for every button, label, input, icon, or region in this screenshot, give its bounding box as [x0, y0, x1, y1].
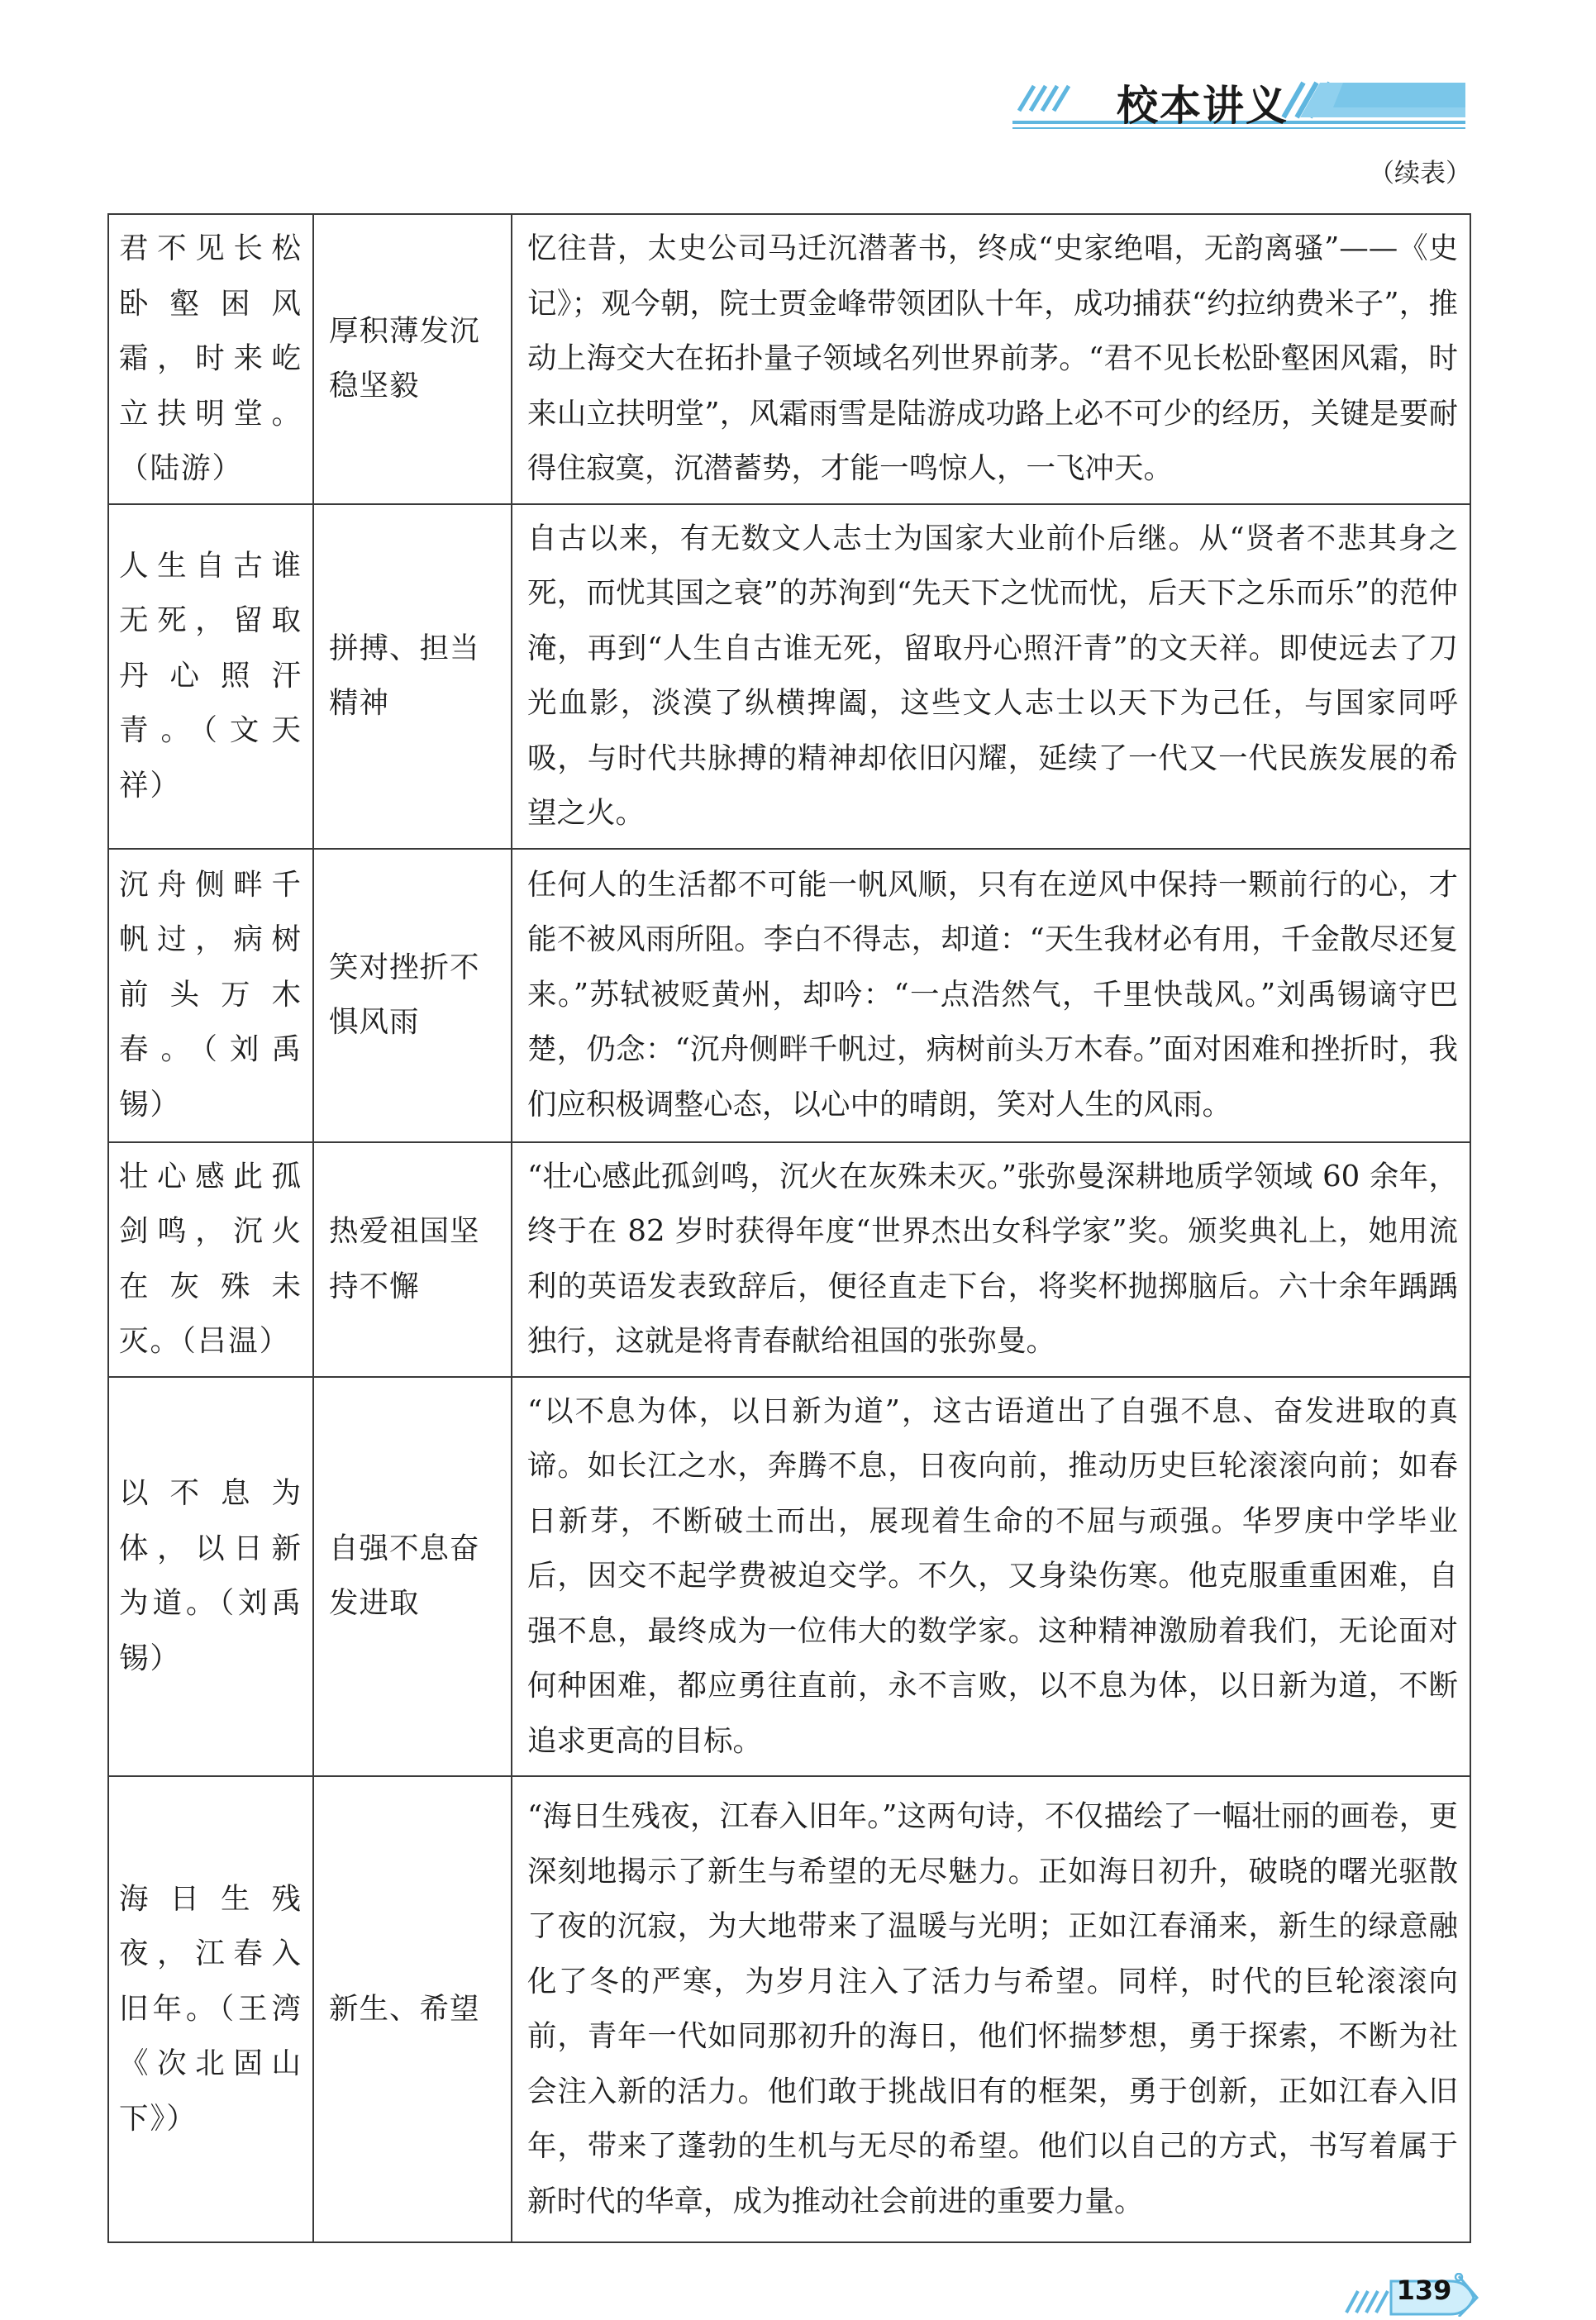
table-row — [108, 1377, 1470, 1777]
table-row — [108, 214, 1470, 504]
application-text-cell: “壮心感此孤剑鸣，沉火在灰殊未灭。”张弥曼深耕地质学领域 60 余年，终于在 82 岁时获得年度“世界杰出女科学家”奖。颁奖典礼上，她用流利的英语发表致辞后，便径直走下台，将奖杯抛掷脑后。六十余年踽踽独行，这就是将青春献给祖国的张弥曼。 — [512, 1142, 1470, 1377]
poem-cell: 人生自古谁无死，留取丹心照汗青。（文天祥） — [108, 504, 313, 849]
table-row — [108, 849, 1470, 1142]
poem-cell: 海日生残夜，江春入旧年。（王湾《次北固山下》） — [108, 1776, 313, 2242]
application-text-cell: 忆往昔，太史公司马迁沉潜著书，终成“史家绝唱，无韵离骚”——《史记》；观今朝，院士贾金峰带领团队十年，成功捕获“约拉纳费米子”，推动上海交大在拓扑量子领域名列世界前茅。“君不见长松卧壑困风霜，时来山立扶明堂”，风霜雨雪是陆游成功路上必不可少的经历，关键是要耐得住寂寞，沉潜蓄势，才能一鸣惊人，一飞冲天。 — [512, 214, 1470, 504]
theme-cell: 笑对挫折不惧风雨 — [313, 849, 512, 1142]
theme-cell: 拼搏、担当精神 — [313, 504, 512, 849]
poem-cell: 壮心感此孤剑鸣，沉火在灰殊未灭。（吕温） — [108, 1142, 313, 1377]
application-text-cell: 任何人的生活都不可能一帆风顺，只有在逆风中保持一颗前行的心，才能不被风雨所阻。李白不得志，却道：“天生我材必有用，千金散尽还复来。”苏轼被贬黄州，却吟：“一点浩然气，千里快哉风。”刘禹锡谪守巴楚，仍念：“沉舟侧畔千帆过，病树前头万木春。”面对困难和挫折时，我们应积极调整心态，以心中的晴朗，笑对人生的风雨。 — [512, 849, 1470, 1142]
application-text-cell: 自古以来，有无数文人志士为国家大业前仆后继。从“贤者不悲其身之死，而忧其国之衰”的苏洵到“先天下之忧而忧，后天下之乐而乐”的范仲淹，再到“人生自古谁无死，留取丹心照汗青”的文天祥。即使远去了刀光血影，淡漠了纵横捭阖，这些文人志士以天下为己任，与国家同呼吸，与时代共脉搏的精神却依旧闪耀，延续了一代又一代民族发展的希望之火。 — [512, 504, 1470, 849]
page-number: 139 — [1396, 2275, 1452, 2306]
continued-label: （续表） — [1369, 159, 1471, 188]
table-row — [108, 1142, 1470, 1377]
header-banner — [1012, 68, 1465, 136]
page-number-badge — [1343, 2273, 1479, 2317]
poem-cell: 君不见长松卧壑困风霜，时来屹立扶明堂。（陆游） — [108, 214, 313, 504]
poem-cell: 沉舟侧畔千帆过，病树前头万木春。（刘禹锡） — [108, 849, 313, 1142]
application-text-cell: “以不息为体，以日新为道”，这古语道出了自强不息、奋发进取的真谛。如长江之水，奔腾不息，日夜向前，推动历史巨轮滚滚向前；如春日新芽，不断破土而出，展现着生命的不屈与顽强。华罗庚中学毕业后，因交不起学费被迫交学。不久，又身染伤寒。他克服重重困难，自强不息，最终成为一位伟大的数学家。这种精神激励着我们，无论面对何种困难，都应勇往直前，永不言败，以不息为体，以日新为道，不断追求更高的目标。 — [512, 1377, 1470, 1777]
theme-cell: 热爱祖国坚持不懈 — [313, 1142, 512, 1377]
application-text-cell: “海日生残夜，江春入旧年。”这两句诗，不仅描绘了一幅壮丽的画卷，更深刻地揭示了新生与希望的无尽魅力。正如海日初升，破晓的曙光驱散了夜的沉寂，为大地带来了温暖与光明；正如江春涌来，新生的绿意融化了冬的严寒，为岁月注入了活力与希望。同样，时代的巨轮滚滚向前，青年一代如同那初升的海日，他们怀揣梦想，勇于探索，不断为社会注入新的活力。他们敢于挑战旧有的框架，勇于创新，正如江春入旧年，带来了蓬勃的生机与无尽的希望。他们以自己的方式，书写着属于新时代的华章，成为推动社会前进的重要力量。 — [512, 1776, 1470, 2242]
theme-cell: 自强不息奋发进取 — [313, 1377, 512, 1777]
table-row — [108, 1776, 1470, 2242]
poetry-material-table — [107, 213, 1471, 2243]
theme-cell: 厚积薄发沉稳坚毅 — [313, 214, 512, 504]
theme-cell: 新生、希望 — [313, 1776, 512, 2242]
header-title: 校本讲义 — [1117, 82, 1289, 130]
table-row — [108, 504, 1470, 849]
poem-cell: 以不息为体，以日新为道。（刘禹锡） — [108, 1377, 313, 1777]
